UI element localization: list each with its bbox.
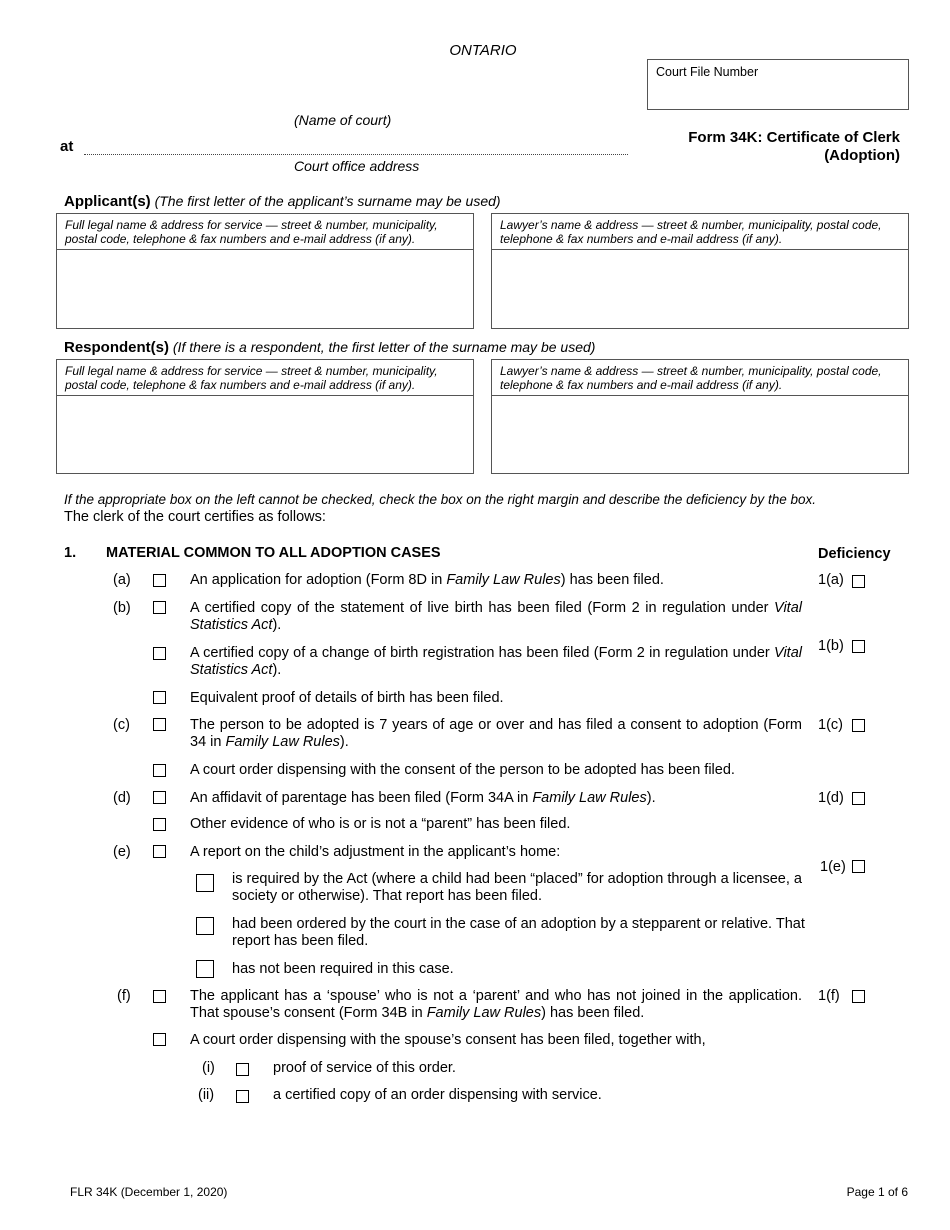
item-e-checkbox[interactable] [153, 845, 166, 858]
item-fi-text: proof of service of this order. [273, 1060, 456, 1076]
item-fii-text: a certified copy of an order dispensing with service. [273, 1087, 602, 1103]
item-c-label: (c) [113, 717, 130, 733]
applicants-heading [64, 193, 501, 210]
name-of-court-label: (Name of court) [294, 112, 392, 128]
item-d1-text-2: ). [646, 790, 656, 806]
item-e2-checkbox[interactable] [196, 917, 214, 935]
form-title [688, 129, 900, 165]
applicant-party-label: Full legal name & address for service — street & number, municipality, postal code, telephone & fax numbers and e-mail address (if any). [57, 214, 473, 250]
item-b2-text [190, 645, 802, 679]
item-d1-checkbox[interactable] [153, 791, 166, 804]
item-c1-text-1: The person to be adopted is 7 years of age or over and has filed a consent to adoption (Form 34 in [190, 717, 802, 750]
item-b3-text: Equivalent proof of details of birth has been filed. [190, 690, 504, 706]
applicant-lawyer-label: Lawyer’s name & address — street & number, municipality, postal code, telephone & fax numbers and e-mail address (if any). [492, 214, 908, 250]
item-d1-text-1: An affidavit of parentage has been filed (Form 34A in [190, 790, 533, 806]
item-f2-text: A court order dispensing with the spouse’s consent has been filed, together with, [190, 1032, 706, 1048]
deficiency-1a-label: 1(a) [818, 572, 844, 588]
applicant-party-box[interactable] [56, 213, 474, 329]
item-f-label: (f) [117, 988, 131, 1004]
item-a-text-1: An application for adoption (Form 8D in [190, 572, 447, 588]
item-f1-text-em: Family Law Rules [426, 1005, 542, 1021]
item-c2-checkbox[interactable] [153, 764, 166, 777]
item-f1-checkbox[interactable] [153, 990, 166, 1003]
item-b1-text-em: Vital Statistics Act [190, 600, 802, 633]
item-f2-checkbox[interactable] [153, 1033, 166, 1046]
item-fii-label: (ii) [198, 1087, 215, 1103]
item-a-text-2: ) has been filed. [560, 572, 664, 588]
deficiency-1a-checkbox[interactable] [852, 575, 865, 588]
respondent-party-label: Full legal name & address for service — street & number, municipality, postal code, telephone & fax numbers and e-mail address (if any). [57, 360, 473, 396]
item-b1-text [190, 600, 802, 634]
item-e-label: (e) [113, 844, 131, 860]
deficiency-1c-label: 1(c) [818, 717, 843, 733]
item-fi-label: (i) [202, 1060, 215, 1076]
item-a-text [190, 572, 802, 589]
item-b-label: (b) [113, 600, 131, 616]
form-id-footer: FLR 34K (December 1, 2020) [70, 1185, 228, 1199]
respondents-title: Respondent(s) [64, 339, 169, 356]
item-b1-checkbox[interactable] [153, 601, 166, 614]
item-b3-checkbox[interactable] [153, 691, 166, 704]
item-fi-checkbox[interactable] [236, 1063, 249, 1076]
deficiency-1e-checkbox[interactable] [852, 860, 865, 873]
item-d2-text: Other evidence of who is or is not a “parent” has been filed. [190, 816, 571, 832]
deficiency-1e-label: 1(e) [820, 859, 846, 875]
item-e2-text: had been ordered by the court in the case of an adoption by a stepparent or relative. That report has been filed. [232, 916, 805, 949]
deficiency-1d-label: 1(d) [818, 790, 844, 806]
deficiency-header: Deficiency [818, 546, 891, 562]
item-c1-text [190, 717, 802, 751]
form-title-line1: Form 34K: Certificate of Clerk [688, 129, 900, 146]
item-f1-text-1: The applicant has a ‘spouse’ who is not a ‘parent’ and who has not joined in the application. That spouse’s consent (Form 34B in [190, 988, 802, 1021]
court-address-line[interactable] [84, 154, 628, 155]
deficiency-instruction: If the appropriate box on the left cannot be checked, check the box on the right margin and describe the deficiency by the box. [64, 492, 816, 507]
respondents-note: (If there is a respondent, the first letter of the surname may be used) [172, 339, 596, 355]
applicants-title: Applicant(s) [64, 193, 151, 210]
form-title-line2: (Adoption) [824, 147, 900, 164]
deficiency-1d-checkbox[interactable] [852, 792, 865, 805]
item-e1-text: is required by the Act (where a child had been “placed” for adoption through a licensee, a society or otherwise). That report has been filed. [232, 871, 802, 904]
deficiency-1f-checkbox[interactable] [852, 990, 865, 1003]
item-fii-checkbox[interactable] [236, 1090, 249, 1103]
item-b2-text-em: Vital Statistics Act [190, 645, 802, 678]
item-d1-text [190, 790, 802, 807]
item-b2-text-1: A certified copy of a change of birth registration has been filed (Form 2 in regulation under [190, 645, 775, 661]
item-a-label: (a) [113, 572, 131, 588]
respondent-lawyer-label: Lawyer’s name & address — street & number, municipality, postal code, telephone & fax numbers and e-mail address (if any). [492, 360, 908, 396]
deficiency-1f-label: 1(f) [818, 988, 840, 1004]
item-d1-text-em: Family Law Rules [532, 790, 647, 806]
item-a-checkbox[interactable] [153, 574, 166, 587]
applicants-note: (The first letter of the applicant’s surname may be used) [154, 193, 501, 209]
item-e-text: A report on the child’s adjustment in the applicant’s home: [190, 844, 561, 860]
item-b1-text-1: A certified copy of the statement of live birth has been filed (Form 2 in regulation under [190, 600, 775, 616]
respondents-heading [64, 339, 595, 356]
court-office-address-label: Court office address [294, 158, 420, 174]
item-e3-text: has not been required in this case. [232, 961, 454, 977]
deficiency-1b-label: 1(b) [818, 638, 844, 654]
deficiency-1b-checkbox[interactable] [852, 640, 865, 653]
item-b2-checkbox[interactable] [153, 647, 166, 660]
respondent-lawyer-box[interactable] [491, 359, 909, 474]
item-f1-text [190, 988, 802, 1022]
item-e1-checkbox[interactable] [196, 874, 214, 892]
item-f1-text-2: ) has been filed. [541, 1005, 645, 1021]
page-number: Page 1 of 6 [846, 1185, 908, 1199]
at-label: at [60, 138, 74, 155]
item-c2-text: A court order dispensing with the consent of the person to be adopted has been filed. [190, 762, 735, 778]
item-d-label: (d) [113, 790, 131, 806]
province-heading: ONTARIO [449, 42, 517, 59]
court-file-number-label: Court File Number [656, 65, 759, 79]
item-b2-text-2: ). [272, 662, 282, 678]
court-file-number-box[interactable] [647, 59, 909, 110]
item-d2-checkbox[interactable] [153, 818, 166, 831]
certify-statement: The clerk of the court certifies as follows: [64, 509, 326, 525]
item-c1-text-em: Family Law Rules [225, 734, 340, 750]
applicant-lawyer-box[interactable] [491, 213, 909, 329]
item-e3-checkbox[interactable] [196, 960, 214, 978]
deficiency-1c-checkbox[interactable] [852, 719, 865, 732]
item-b1-text-2: ). [272, 617, 282, 633]
item-c1-text-2: ). [339, 734, 349, 750]
item-a-text-em: Family Law Rules [446, 572, 561, 588]
section1-title: MATERIAL COMMON TO ALL ADOPTION CASES [106, 545, 441, 561]
respondent-party-box[interactable] [56, 359, 474, 474]
section1-number: 1. [64, 545, 77, 561]
item-c1-checkbox[interactable] [153, 718, 166, 731]
